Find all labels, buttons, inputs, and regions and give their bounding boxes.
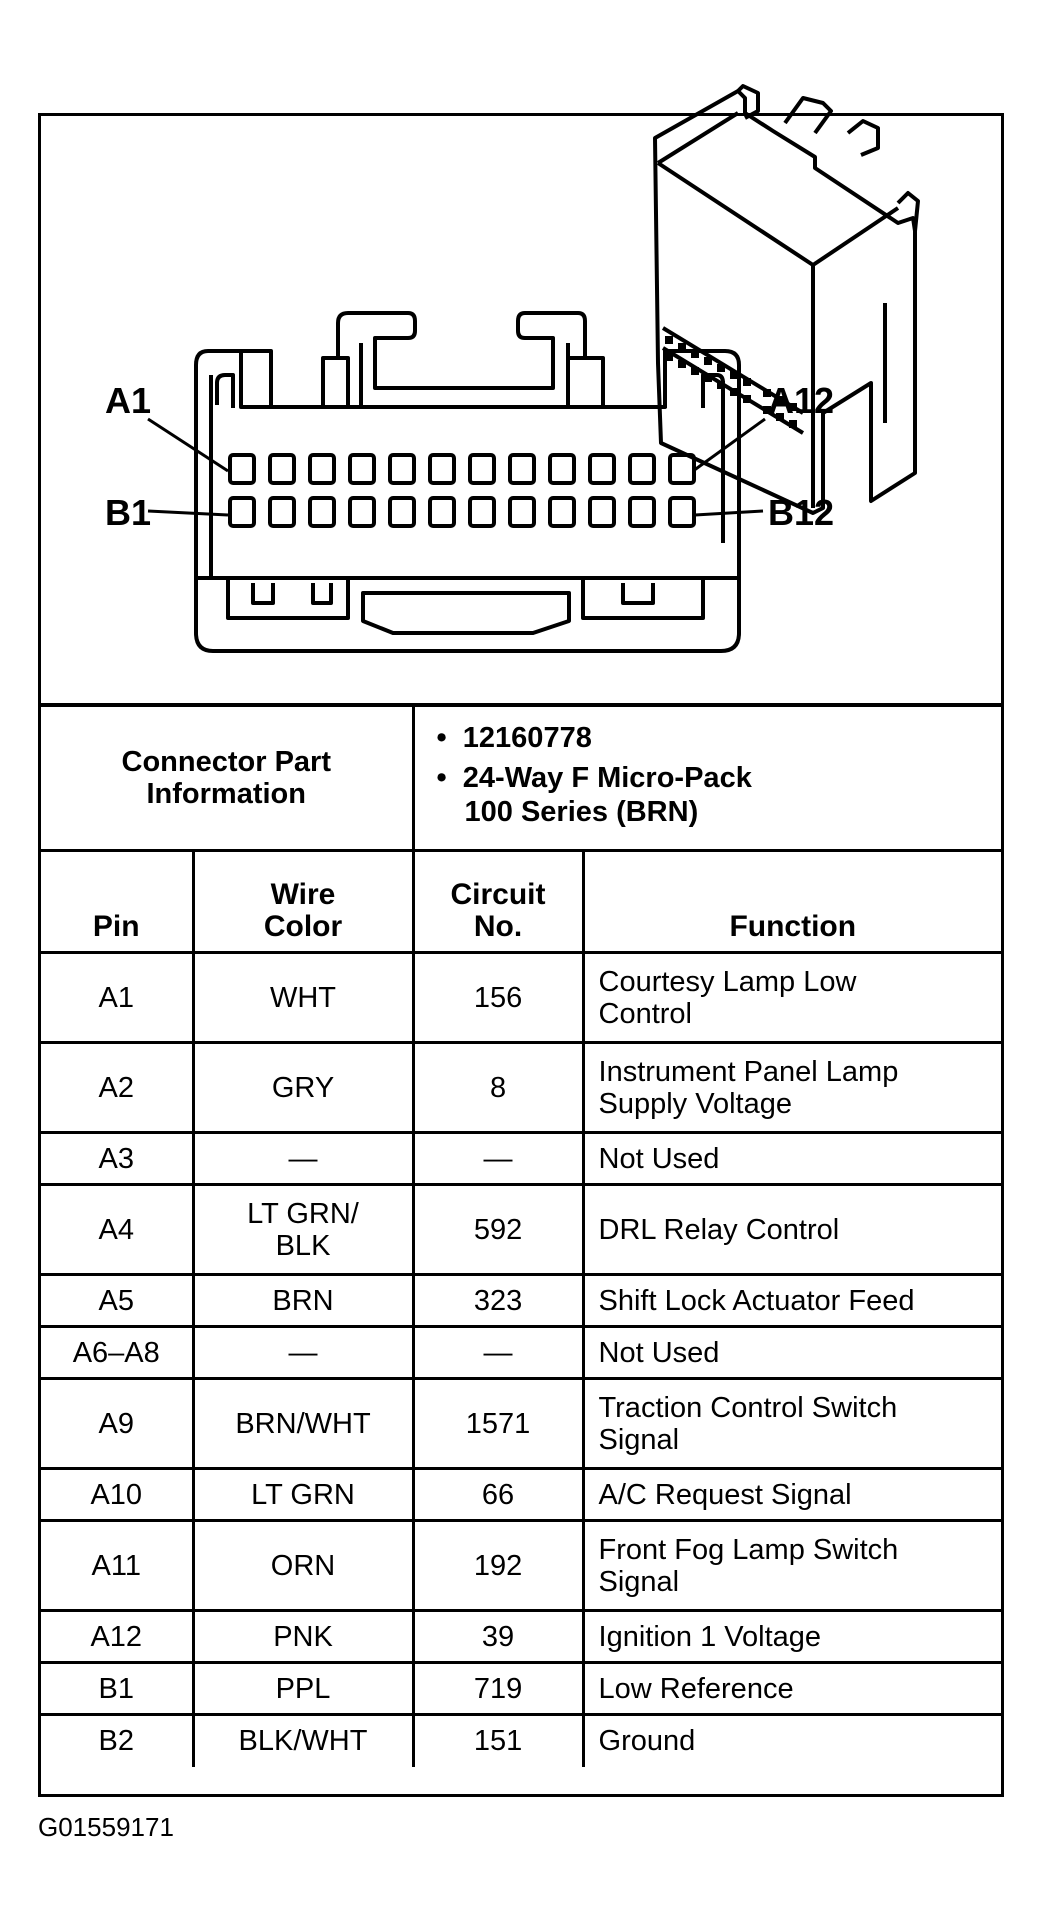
wire-color-cell: GRY bbox=[193, 1043, 413, 1133]
part-number: • 12160778 bbox=[436, 722, 592, 754]
wire-color-cell: BRN bbox=[193, 1275, 413, 1327]
table-row bbox=[41, 1043, 1001, 1133]
pin-cell: A12 bbox=[41, 1611, 193, 1663]
table-row bbox=[41, 1469, 1001, 1521]
wire-color-cell: BRN/WHT bbox=[193, 1379, 413, 1469]
pin-cell: A1 bbox=[41, 953, 193, 1043]
pin-cell: A9 bbox=[41, 1379, 193, 1469]
function-cell: Ground bbox=[583, 1715, 1001, 1767]
connector-diagram bbox=[41, 116, 1001, 707]
column-header-row bbox=[41, 851, 1001, 953]
function-cell: Traction Control Switch Signal bbox=[583, 1379, 1001, 1469]
pin-cell: A5 bbox=[41, 1275, 193, 1327]
circuit-cell: — bbox=[413, 1327, 583, 1379]
circuit-cell: 323 bbox=[413, 1275, 583, 1327]
header-wire-color: Wire Color bbox=[193, 851, 413, 953]
function-cell: Courtesy Lamp Low Control bbox=[583, 953, 1001, 1043]
label-a1: A1 bbox=[105, 380, 152, 421]
circuit-cell: 66 bbox=[413, 1469, 583, 1521]
circuit-cell: 8 bbox=[413, 1043, 583, 1133]
figure-id: G01559171 bbox=[38, 1812, 174, 1842]
connector-iso-icon bbox=[655, 86, 918, 513]
connector-info-values bbox=[413, 707, 1001, 851]
pin-cell: A3 bbox=[41, 1133, 193, 1185]
table-row bbox=[41, 1327, 1001, 1379]
pin-cell: A10 bbox=[41, 1469, 193, 1521]
table-row bbox=[41, 1715, 1001, 1767]
table-row bbox=[41, 1379, 1001, 1469]
pin-cell: A4 bbox=[41, 1185, 193, 1275]
function-cell: Front Fog Lamp Switch Signal bbox=[583, 1521, 1001, 1611]
circuit-cell: 1571 bbox=[413, 1379, 583, 1469]
table-row bbox=[41, 953, 1001, 1043]
circuit-cell: 151 bbox=[413, 1715, 583, 1767]
table-row bbox=[41, 1185, 1001, 1275]
circuit-cell: — bbox=[413, 1133, 583, 1185]
wire-color-cell: ORN bbox=[193, 1521, 413, 1611]
function-cell: Low Reference bbox=[583, 1663, 1001, 1715]
function-cell: Not Used bbox=[583, 1327, 1001, 1379]
wire-color-cell: — bbox=[193, 1327, 413, 1379]
function-cell: DRL Relay Control bbox=[583, 1185, 1001, 1275]
wire-color-cell: PNK bbox=[193, 1611, 413, 1663]
table-row bbox=[41, 1133, 1001, 1185]
pin-cell: A6–A8 bbox=[41, 1327, 193, 1379]
table-row bbox=[41, 1275, 1001, 1327]
pinout-table bbox=[41, 707, 1001, 1767]
circuit-cell: 719 bbox=[413, 1663, 583, 1715]
connector-description: • 24-Way F Micro-Pack 100 Series (BRN) bbox=[436, 762, 752, 828]
wire-color-cell: LT GRN/ BLK bbox=[193, 1185, 413, 1275]
wire-color-cell: WHT bbox=[193, 953, 413, 1043]
pin-cell: A11 bbox=[41, 1521, 193, 1611]
label-b12: B12 bbox=[768, 492, 835, 533]
function-cell: A/C Request Signal bbox=[583, 1469, 1001, 1521]
wire-color-cell: PPL bbox=[193, 1663, 413, 1715]
cavity-grid-icon bbox=[230, 455, 694, 526]
circuit-cell: 156 bbox=[413, 953, 583, 1043]
header-function: Function bbox=[583, 851, 1001, 953]
function-cell: Shift Lock Actuator Feed bbox=[583, 1275, 1001, 1327]
table-row bbox=[41, 1663, 1001, 1715]
pin-cell: B1 bbox=[41, 1663, 193, 1715]
function-cell: Ignition 1 Voltage bbox=[583, 1611, 1001, 1663]
wire-color-cell: — bbox=[193, 1133, 413, 1185]
header-circuit-no: Circuit No. bbox=[413, 851, 583, 953]
header-pin: Pin bbox=[41, 851, 193, 953]
pin-cell: A2 bbox=[41, 1043, 193, 1133]
label-b1: B1 bbox=[105, 492, 152, 533]
function-cell: Instrument Panel Lamp Supply Voltage bbox=[583, 1043, 1001, 1133]
circuit-cell: 39 bbox=[413, 1611, 583, 1663]
connector-info-row bbox=[41, 707, 1001, 851]
wire-color-cell: LT GRN bbox=[193, 1469, 413, 1521]
leader-lines-icon bbox=[148, 419, 765, 515]
connector-info-label: Connector Part Information bbox=[41, 707, 413, 851]
circuit-cell: 192 bbox=[413, 1521, 583, 1611]
pin-cell: B2 bbox=[41, 1715, 193, 1767]
label-a12: A12 bbox=[768, 380, 835, 421]
circuit-cell: 592 bbox=[413, 1185, 583, 1275]
table-row bbox=[41, 1611, 1001, 1663]
wire-color-cell: BLK/WHT bbox=[193, 1715, 413, 1767]
connector-frame bbox=[38, 113, 1004, 1797]
table-row bbox=[41, 1521, 1001, 1611]
function-cell: Not Used bbox=[583, 1133, 1001, 1185]
connector-face-illustration bbox=[3, 3, 1044, 703]
